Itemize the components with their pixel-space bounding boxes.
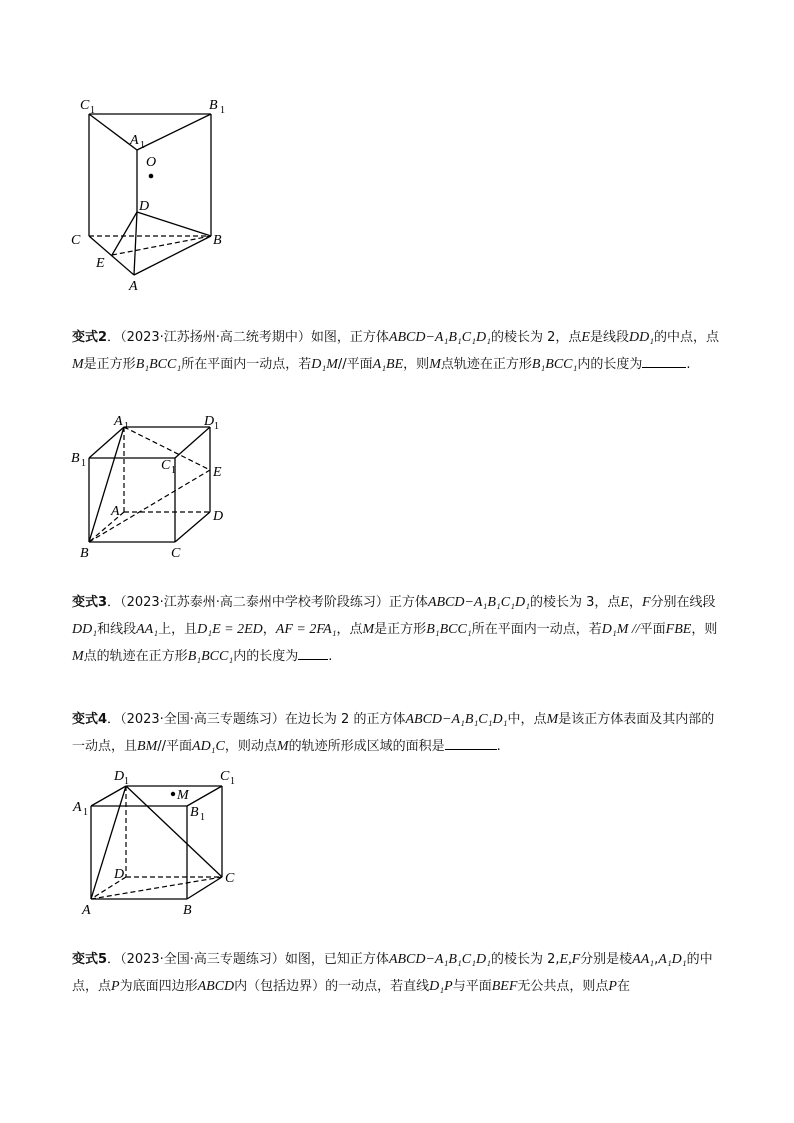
svg-text:1: 1 [230,776,235,787]
label-a: A [82,903,91,918]
label-b: B [80,546,89,561]
label-a: A [129,279,138,294]
label-a1: A [114,414,123,429]
label-d1: D [114,769,125,784]
problem-5: 变式5．（2023·全国·高三专题练习）如图，已知正方体ABCD−A₁B₁C₁D₁的棱长为 2,E,F分别是棱AA₁,A₁D₁的中点，点P为底面四边形ABCD内（包括边界）的一动点，若直线D₁P与平面BEF无公共点，则点P在 [72,952,713,994]
svg-text:1: 1 [214,421,219,432]
label-d: D [114,867,125,882]
label-b: B [183,903,192,918]
label-a: A [111,504,120,519]
label-e: E [96,256,105,271]
label-e: E [213,465,222,480]
svg-text:1: 1 [124,421,129,432]
label-d: D [213,509,224,524]
label-a1: A [130,133,139,148]
label-b1: B [190,805,199,820]
label-c1: C [220,769,230,784]
problem-3: 变式3．（2023·江苏泰州·高二泰州中学校考阶段练习）正方体ABCD−A₁B₁C₁D₁的棱长为 3，点E，F分别在线段DD₁和线段AA₁上，且D₁E = 2ED，AF = 2FA₁，点M是正方形B₁BCC₁所在平面内一动点，若D₁M //平面FBE，则M点的轨迹在正方形B₁BCC₁内的长度为 . [72,595,718,664]
problem-4-tag: 变式4 [72,712,108,727]
label-c1: C [161,458,171,473]
problem-4: 变式4．（2023·全国·高三专题练习）在边长为 2 的正方体ABCD−A₁B₁C₁D₁中，点M是该正方体表面及其内部的一动点，且BM//平面AD₁C，则动点M的轨迹所形成区域的面积是 . [72,712,715,754]
label-d1: D [204,414,215,429]
svg-text:1: 1 [83,807,88,818]
problem-2-tag: 变式2 [72,330,108,345]
point-m [171,792,175,796]
label-a1: A [73,800,82,815]
svg-text:1: 1 [124,776,129,787]
svg-text:1: 1 [140,140,145,151]
svg-text:1: 1 [90,105,95,116]
label-c: C [71,233,81,248]
svg-text:1: 1 [81,458,86,469]
label-o: O [146,155,157,170]
label-m: M [177,788,189,803]
label-b1: B [209,98,218,113]
problem-3-tag: 变式3 [72,595,108,610]
label-b: B [213,233,222,248]
svg-text:1: 1 [200,812,205,823]
svg-text:1: 1 [220,105,225,116]
svg-text:1: 1 [171,465,176,476]
label-d: D [139,199,150,214]
problem-5-tag: 变式5 [72,952,108,967]
label-c: C [171,546,181,561]
label-c: C [225,871,235,886]
problem-2: 变式2．（2023·江苏扬州·高二统考期中）如图，正方体ABCD−A₁B₁C₁D₁的棱长为 2，点E是线段DD₁的中点，点M是正方形B₁BCC₁所在平面内一动点，若D₁M//平面A₁BE，则M点轨迹在正方形B₁BCC₁内的长度为 . [72,330,720,372]
label-c1: C [80,98,90,113]
label-b1: B [71,451,80,466]
